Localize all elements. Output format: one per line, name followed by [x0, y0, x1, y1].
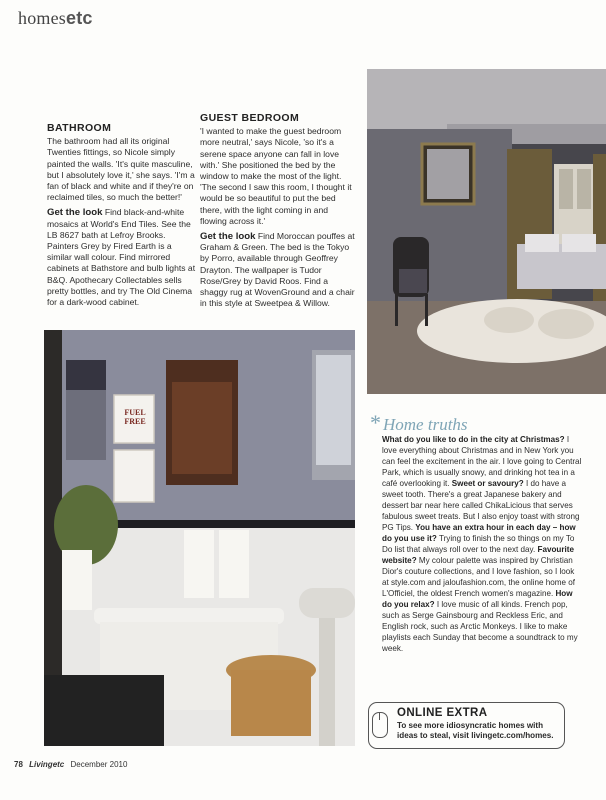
guest-bedroom-heading: GUEST BEDROOM: [200, 112, 300, 124]
home-truths-answer: My colour palette was inspired by Christian Dior's couture collections, and I love fashion, so I look at style.com and jaloufashion.com, the online home of L'Officiel, the oldest French women's magazine.: [382, 556, 576, 598]
home-truths-title: [370, 410, 468, 436]
bathroom-photo: [44, 330, 355, 746]
home-truths-title-text: Home truths: [383, 415, 468, 434]
bedroom-photo: [367, 69, 606, 394]
home-truths-answer: I do have a sweet tooth. There's a great Japanese bakery and dessert bar near here called ChikaLicious that serves fabulous sweet treats. But I also enjoy toast with strong PG Tips.: [382, 479, 580, 532]
bathroom-intro: The bathroom had all its original Twenties fittings, so Nicole simply painted the walls. 'It's quite masculine, but I absolutely love it,' she says. 'I'm a fan of black and white and if they're on reclaimed tiles, so much the better!': [47, 136, 195, 203]
bathroom-photo-art: [44, 330, 355, 746]
home-truths-question: Favourite website?: [382, 545, 574, 565]
bathroom-heading: BATHROOM: [47, 122, 112, 134]
guest-bedroom-get-look-text: Find Moroccan pouffes at Graham & Green. The bed is the Tokyo by Porro, available through Geoffrey Drayton. The wallpaper is Tudor Rose/Grey by David Roos. Find a shaggy rug at WovenGround and a chair in this style at Sweetpea & Willow.: [200, 231, 355, 309]
online-extra-title: ONLINE EXTRA: [397, 707, 488, 719]
home-truths-answer: I love music of all kinds. French pop, such as Serge Gainsbourg and Reckless Eric, and English rock, such as Arctic Monkeys. I like to make playlists each Sunday that become a soundtrack to my week.: [382, 600, 578, 653]
bathroom-get-look: [47, 207, 197, 308]
bathroom-get-look-label: Get the look: [47, 207, 103, 219]
magazine-name: Livingetc: [29, 760, 65, 769]
page-footer: [14, 760, 127, 769]
section-brand: homes: [18, 8, 66, 28]
home-truths-body: [382, 434, 582, 654]
home-truths-answer: Trying to finish the so things on my To Do list that always roll over to the next day.: [382, 534, 575, 554]
mouse-icon-divider: [379, 712, 380, 720]
home-truths-question: What do you like to do in the city at Christmas?: [382, 435, 565, 444]
section-tag: [18, 8, 93, 29]
home-truths-question: You have an extra hour in each day – how do you use it?: [382, 523, 576, 543]
section-suffix: etc: [66, 8, 93, 28]
guest-bedroom-column: [200, 113, 356, 313]
issue-date: December 2010: [70, 760, 128, 769]
star-icon: *: [370, 410, 381, 435]
bathroom-get-look-text: Find black-and-white mosaics at World's End Tiles. See the LB 8627 bath at Lefroy Brooks. Painters Grey by Fired Earth is a similar wall colour. Find mirrored cabinets at Bathstore and bulb lights at B&Q. Apothecary Collectables sells pretty bottles, and try The Old Cinema for a dark-wood cabinet.: [47, 207, 196, 308]
bathroom-column: [47, 123, 197, 312]
online-extra-link[interactable]: To see more idiosyncratic homes with ideas to steal, visit livingetc.com/homes.: [397, 721, 554, 740]
home-truths-question: Sweet or savoury?: [451, 479, 524, 488]
guest-bedroom-intro: 'I wanted to make the guest bedroom more neutral,' says Nicole, 'so it's a serene space anyone can fall in love with.' She positioned the bed by the window to make the most of the light. 'The second I saw this room, I thought it would be so beautiful to put the bed there, with the light coming in and flowing across it.': [200, 126, 352, 226]
home-truths-question: How do you relax?: [382, 589, 573, 609]
bedroom-photo-art: [367, 69, 606, 394]
guest-bedroom-get-look-label: Get the look: [200, 231, 256, 243]
page-number: 78: [14, 760, 23, 769]
bathroom-sign-text: FUEL FREE: [124, 408, 146, 426]
guest-bedroom-get-look: [200, 231, 356, 309]
home-truths-answer: I love everything about Christmas and in New York you can feel the excitement in the air. I love going to Central Park, which is usually snowy, and drinking hot tea in a café overlooking it.: [382, 435, 582, 488]
